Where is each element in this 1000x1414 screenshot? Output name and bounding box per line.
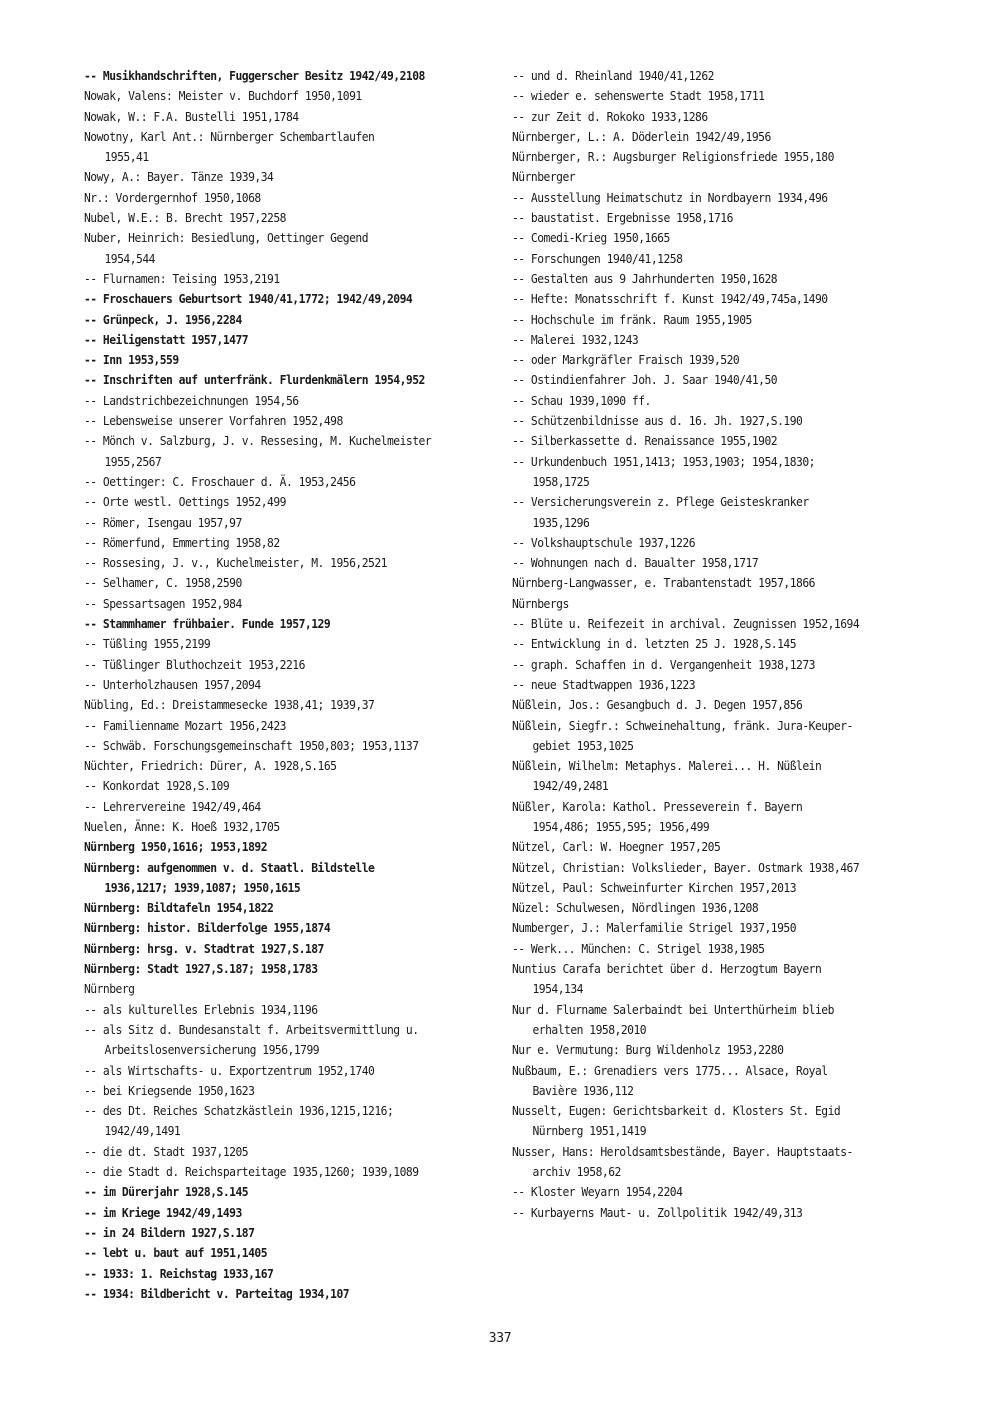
- index-entry: -- Grünpeck, J. 1956,2284: [84, 312, 242, 327]
- index-entry: -- Selhamer, C. 1958,2590: [84, 576, 242, 591]
- index-entry: Nuber, Heinrich: Besiedlung, Oettinger Gegend: [84, 231, 369, 246]
- index-entry: -- Musikhandschriften, Fuggerscher Besitz 1942/49,2108: [84, 69, 425, 83]
- index-entry: Nowy, A.: Bayer. Tänze 1939,34: [84, 170, 274, 185]
- index-entry: -- Urkundenbuch 1951,1413; 1953,1903; 1954,1830;: [512, 454, 816, 469]
- index-entry: 1935,1296: [532, 515, 590, 530]
- index-entry: Nüßlein, Siegfr.: Schweinehaltung, fränk. Jura-Keuper-: [512, 718, 853, 733]
- index-entry: -- Unterholzhausen 1957,2094: [84, 677, 261, 692]
- index-entry: Nuelen, Änne: K. Hoeß 1932,1705: [84, 819, 280, 834]
- index-entry: -- Schau 1939,1090 ff.: [512, 393, 651, 408]
- index-entry: -- Rossesing, J. v., Kuchelmeister, M. 1956,2521: [84, 556, 388, 571]
- index-entry: Arbeitslosenversicherung 1956,1799: [104, 1043, 320, 1058]
- index-entry: -- als Wirtschafts- u. Exportzentrum 1952,1740: [84, 1063, 375, 1078]
- index-entry: -- zur Zeit d. Rokoko 1933,1286: [512, 109, 708, 124]
- index-entry: Nürnberg: Bildtafeln 1954,1822: [84, 901, 274, 916]
- index-entry: Nürnberg 1950,1616; 1953,1892: [84, 840, 268, 855]
- index-entry: 1942/49,1491: [104, 1124, 181, 1139]
- index-entry: -- Kurbayerns Maut- u. Zollpolitik 1942/49,313: [512, 1205, 803, 1220]
- index-entry: Numberger, J.: Malerfamilie Strigel 1937,1950: [512, 921, 797, 936]
- index-entry: -- in 24 Bildern 1927,S.187: [84, 1225, 255, 1240]
- index-entry: -- Blüte u. Reifezeit in archival. Zeugnissen 1952,1694: [512, 617, 860, 632]
- index-entry: -- Flurnamen: Teising 1953,2191: [84, 271, 280, 286]
- index-entry: -- Lebensweise unserer Vorfahren 1952,498: [84, 414, 343, 429]
- index-entry: -- Schwäb. Forschungsgemeinschaft 1950,803; 1953,1137: [84, 738, 419, 753]
- index-entry: -- Landstrichbezeichnungen 1954,56: [84, 393, 299, 408]
- index-entry: Nürnberg-Langwasser, e. Trabantenstadt 1957,1866: [512, 576, 816, 591]
- index-entry: -- Römerfund, Emmerting 1958,82: [84, 535, 280, 550]
- index-entry: -- baustatist. Ergebnisse 1958,1716: [512, 211, 733, 226]
- index-entry: -- Ostindienfahrer Joh. J. Saar 1940/41,50: [512, 373, 778, 388]
- index-entry: Nützel, Carl: W. Hoegner 1957,205: [512, 840, 721, 855]
- index-entry: Nubel, W.E.: B. Brecht 1957,2258: [84, 211, 286, 226]
- index-entry: -- Lehrervereine 1942/49,464: [84, 799, 261, 814]
- index-entry: -- Ausstellung Heimatschutz in Nordbayern 1934,496: [512, 190, 828, 205]
- index-entry: 1955,41: [104, 150, 149, 165]
- index-entry: -- Werk... München: C. Strigel 1938,1985: [512, 941, 765, 956]
- index-entry: Nur e. Vermutung: Burg Wildenholz 1953,2280: [512, 1043, 784, 1058]
- index-entry: Nürnberg: hrsg. v. Stadtrat 1927,S.187: [84, 941, 324, 956]
- index-entry: -- Heiligenstatt 1957,1477: [84, 332, 249, 347]
- index-entry: -- Inschriften auf unterfränk. Flurdenkmälern 1954,952: [84, 373, 425, 388]
- index-entry: Nürnberger: [512, 170, 576, 185]
- index-entry: Nüßlein, Wilhelm: Metaphys. Malerei... H. Nüßlein: [512, 759, 822, 774]
- index-entry: Nürnberger, R.: Augsburger Religionsfriede 1955,180: [512, 150, 834, 165]
- index-entry: Nowak, Valens: Meister v. Buchdorf 1950,1091: [84, 89, 362, 104]
- index-entry: gebiet 1953,1025: [532, 738, 634, 753]
- index-entry: -- Malerei 1932,1243: [512, 332, 639, 347]
- index-entry: -- Spessartsagen 1952,984: [84, 596, 242, 611]
- index-entry: -- die Stadt d. Reichsparteitage 1935,1260; 1939,1089: [84, 1165, 419, 1180]
- index-entry: Nowotny, Karl Ant.: Nürnberger Schembartlaufen: [84, 129, 375, 144]
- index-entry: -- die dt. Stadt 1937,1205: [84, 1144, 249, 1159]
- index-entry: Nübling, Ed.: Dreistammesecke 1938,41; 1939,37: [84, 698, 375, 713]
- index-entry: 1942/49,2481: [532, 779, 609, 794]
- index-entry: -- graph. Schaffen in d. Vergangenheit 1938,1273: [512, 657, 816, 672]
- index-entry: -- Schützenbildnisse aus d. 16. Jh. 1927,S.190: [512, 414, 803, 429]
- index-entry: -- Versicherungsverein z. Pflege Geisteskranker: [512, 495, 809, 510]
- index-entry: Nürnberg: aufgenommen v. d. Staatl. Bildstelle: [84, 860, 375, 875]
- index-entry: -- Silberkassette d. Renaissance 1955,1902: [512, 434, 778, 449]
- right-column: [512, 66, 932, 1223]
- index-entry: Nürnberg: Stadt 1927,S.187; 1958,1783: [84, 962, 318, 977]
- index-entry: -- Hefte: Monatsschrift f. Kunst 1942/49,745a,1490: [512, 292, 828, 307]
- index-entry: -- und d. Rheinland 1940/41,1262: [512, 69, 714, 83]
- index-entry: -- Tüßlinger Bluthochzeit 1953,2216: [84, 657, 305, 672]
- index-entry: -- Tüßling 1955,2199: [84, 637, 211, 652]
- left-column: [84, 66, 504, 1304]
- index-entry: 1955,2567: [104, 454, 162, 469]
- index-entry: -- bei Kriegsende 1950,1623: [84, 1083, 255, 1098]
- index-entry: archiv 1958,62: [532, 1165, 621, 1180]
- index-entry: Nüchter, Friedrich: Dürer, A. 1928,S.165: [84, 759, 337, 774]
- index-entry: Nürnberg 1951,1419: [532, 1124, 647, 1139]
- index-entry: -- Froschauers Geburtsort 1940/41,1772; 1942/49,2094: [84, 292, 413, 307]
- index-entry: -- Wohnungen nach d. Baualter 1958,1717: [512, 556, 759, 571]
- index-entry: Nützel, Christian: Volkslieder, Bayer. Ostmark 1938,467: [512, 860, 860, 875]
- index-entry: Nürnbergs: [512, 596, 569, 611]
- index-entry: -- Stammhamer frühbaier. Funde 1957,129: [84, 617, 331, 632]
- index-entry: 1958,1725: [532, 474, 590, 489]
- index-entry: 1954,134: [532, 982, 583, 997]
- index-entry: Bavière 1936,112: [532, 1083, 634, 1098]
- index-entry: -- Comedi-Krieg 1950,1665: [512, 231, 670, 246]
- index-entry: Nowak, W.: F.A. Bustelli 1951,1784: [84, 109, 299, 124]
- index-entry: -- 1933: 1. Reichstag 1933,167: [84, 1266, 274, 1281]
- index-entry: Nuntius Carafa berichtet über d. Herzogtum Bayern: [512, 962, 822, 977]
- index-entry: -- des Dt. Reiches Schatzkästlein 1936,1215,1216;: [84, 1104, 394, 1119]
- index-entry: Nüßlein, Jos.: Gesangbuch d. J. Degen 1957,856: [512, 698, 803, 713]
- index-entry: Nürnberg: [84, 982, 135, 997]
- index-entry: -- wieder e. sehenswerte Stadt 1958,1711: [512, 89, 765, 104]
- index-entry: erhalten 1958,2010: [532, 1022, 647, 1037]
- page-number: 337: [488, 1331, 512, 1346]
- index-entry: -- als Sitz d. Bundesanstalt f. Arbeitsvermittlung u.: [84, 1022, 419, 1037]
- index-entry: Nürnberger, L.: A. Döderlein 1942/49,1956: [512, 129, 771, 144]
- index-entry: -- Hochschule im fränk. Raum 1955,1905: [512, 312, 752, 327]
- index-entry: Nützel, Paul: Schweinfurter Kirchen 1957,2013: [512, 880, 797, 895]
- index-entry: Nur d. Flurname Salerbaindt bei Unterthürheim blieb: [512, 1002, 834, 1017]
- index-entry: Nürnberg: histor. Bilderfolge 1955,1874: [84, 921, 331, 936]
- index-entry: -- 1934: Bildbericht v. Parteitag 1934,107: [84, 1286, 350, 1301]
- index-entry: -- Gestalten aus 9 Jahrhunderten 1950,1628: [512, 271, 778, 286]
- index-entry: -- Inn 1953,559: [84, 353, 179, 368]
- index-entry: Nusselt, Eugen: Gerichtsbarkeit d. Klosters St. Egid: [512, 1104, 841, 1119]
- index-entry: Nußbaum, E.: Grenadiers vers 1775... Alsace, Royal: [512, 1063, 828, 1078]
- index-entry: Nüzel: Schulwesen, Nördlingen 1936,1208: [512, 901, 759, 916]
- index-entry: -- Volkshauptschule 1937,1226: [512, 535, 696, 550]
- index-entry: -- im Dürerjahr 1928,S.145: [84, 1185, 249, 1200]
- index-entry: -- Familienname Mozart 1956,2423: [84, 718, 286, 733]
- index-entry: -- Römer, Isengau 1957,97: [84, 515, 242, 530]
- index-entry: 1954,486; 1955,595; 1956,499: [532, 819, 710, 834]
- index-entry: -- Oettinger: C. Froschauer d. Ä. 1953,2456: [84, 474, 356, 489]
- index-entry: -- Orte westl. Oettings 1952,499: [84, 495, 286, 510]
- index-entry: -- lebt u. baut auf 1951,1405: [84, 1246, 268, 1261]
- index-entry: -- oder Markgräfler Fraisch 1939,520: [512, 353, 740, 368]
- index-entry: -- Entwicklung in d. letzten 25 J. 1928,S.145: [512, 637, 797, 652]
- index-entry: -- als kulturelles Erlebnis 1934,1196: [84, 1002, 318, 1017]
- index-entry: -- Forschungen 1940/41,1258: [512, 251, 683, 266]
- index-entry: -- neue Stadtwappen 1936,1223: [512, 677, 696, 692]
- index-entry: Nüßler, Karola: Kathol. Presseverein f. Bayern: [512, 799, 803, 814]
- index-entry: 1936,1217; 1939,1087; 1950,1615: [104, 880, 301, 895]
- index-entry: Nr.: Vordergernhof 1950,1068: [84, 190, 261, 205]
- index-entry: 1954,544: [104, 251, 155, 266]
- index-entry: -- im Kriege 1942/49,1493: [84, 1205, 242, 1220]
- index-entry: Nusser, Hans: Heroldsamtsbestände, Bayer. Hauptstaats-: [512, 1144, 853, 1159]
- index-entry: -- Konkordat 1928,S.109: [84, 779, 230, 794]
- index-entry: -- Mönch v. Salzburg, J. v. Ressesing, M. Kuchelmeister: [84, 434, 432, 449]
- index-entry: -- Kloster Weyarn 1954,2204: [512, 1185, 683, 1200]
